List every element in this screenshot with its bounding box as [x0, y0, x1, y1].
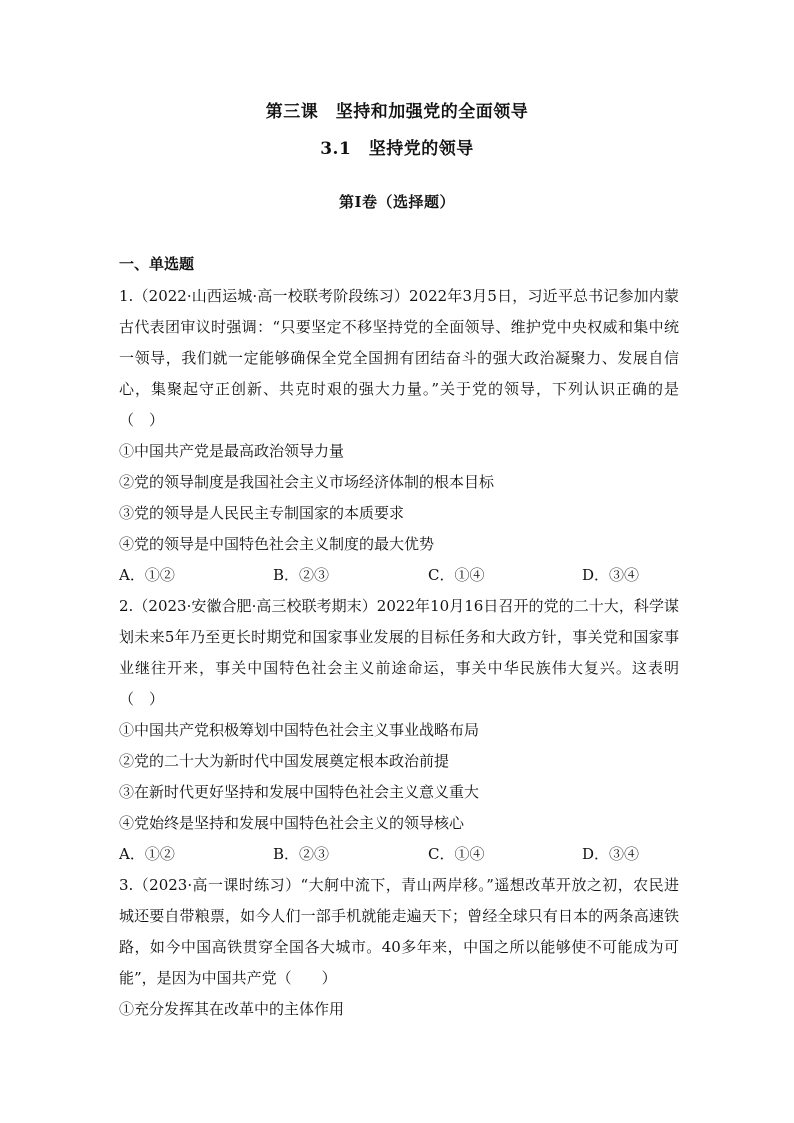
question-stem: 2.（2023·安徽合肥·高三校联考期末）2022年10月16日召开的党的二十大，科学谋划未来5年乃至更长时期党和国家事业发展的目标任务和大政方针，事关党和国家事业继往开来，事关中国特色社会主义前途命运，事关中华民族伟大复兴。这表明（ ） [119, 597, 679, 708]
question-3 [119, 870, 679, 1025]
statement-option: ①充分发挥其在改革中的主体作用 [119, 1000, 345, 1018]
section-subtitle: 3.1 坚持党的领导 [320, 139, 474, 159]
question-2 [119, 591, 679, 870]
statement-option: ②党的二十大为新时代中国发展奠定根本政治前提 [119, 752, 450, 770]
choice-d: D．③④ [582, 845, 640, 863]
single-choice-heading: 一、单选题 [119, 255, 195, 273]
statement-option: ④党的领导是中国特色社会主义制度的最大优势 [119, 535, 435, 553]
statement-option: ④党始终是坚持和发展中国特色社会主义的领导核心 [119, 814, 465, 832]
choice-c: C．①④ [428, 845, 485, 863]
choice-d: D．③④ [582, 566, 640, 584]
choice-a: A．①② [119, 845, 175, 863]
choice-b: B．②③ [273, 845, 330, 863]
statement-option: ①中国共产党积极筹划中国特色社会主义事业战略布局 [119, 721, 480, 739]
statement-option: ①中国共产党是最高政治领导力量 [119, 442, 345, 460]
question-1 [119, 281, 679, 591]
answer-choices [119, 839, 679, 870]
statement-option: ③在新时代更好坚持和发展中国特色社会主义意义重大 [119, 783, 480, 801]
choice-a: A．①② [119, 566, 175, 584]
question-stem: 3.（2023·高一课时练习）“大舸中流下，青山两岸移。”遥想改革开放之初，农民进城还要自带粮票，如今人们一部手机就能走遍天下；曾经全球只有日本的两条高速铁路，如今中国高铁贯穿全国各大城市。40多年来，中国之所以能够使不可能成为可能”，是因为中国共产党（ ） [119, 876, 679, 987]
volume-heading: 第I卷（选择题） [338, 193, 456, 211]
question-list [119, 281, 679, 1025]
answer-choices [119, 560, 679, 591]
choice-c: C．①④ [428, 566, 485, 584]
statement-option: ②党的领导制度是我国社会主义市场经济体制的根本目标 [119, 473, 495, 491]
statement-option: ③党的领导是人民民主专制国家的本质要求 [119, 504, 405, 522]
question-stem: 1.（2022·山西运城·高一校联考阶段练习）2022年3月5日，习近平总书记参加内蒙古代表团审议时强调：“只要坚定不移坚持党的全面领导、维护党中央权威和集中统一领导，我们就一定能够确保全党全国拥有团结奋斗的强大政治凝聚力、发展自信心，集聚起守正创新、共克时艰的强大力量。”关于党的领导，下列认识正确的是（ ） [119, 287, 679, 429]
choice-b: B．②③ [273, 566, 330, 584]
lesson-title: 第三课 坚持和加强党的全面领导 [265, 102, 529, 122]
